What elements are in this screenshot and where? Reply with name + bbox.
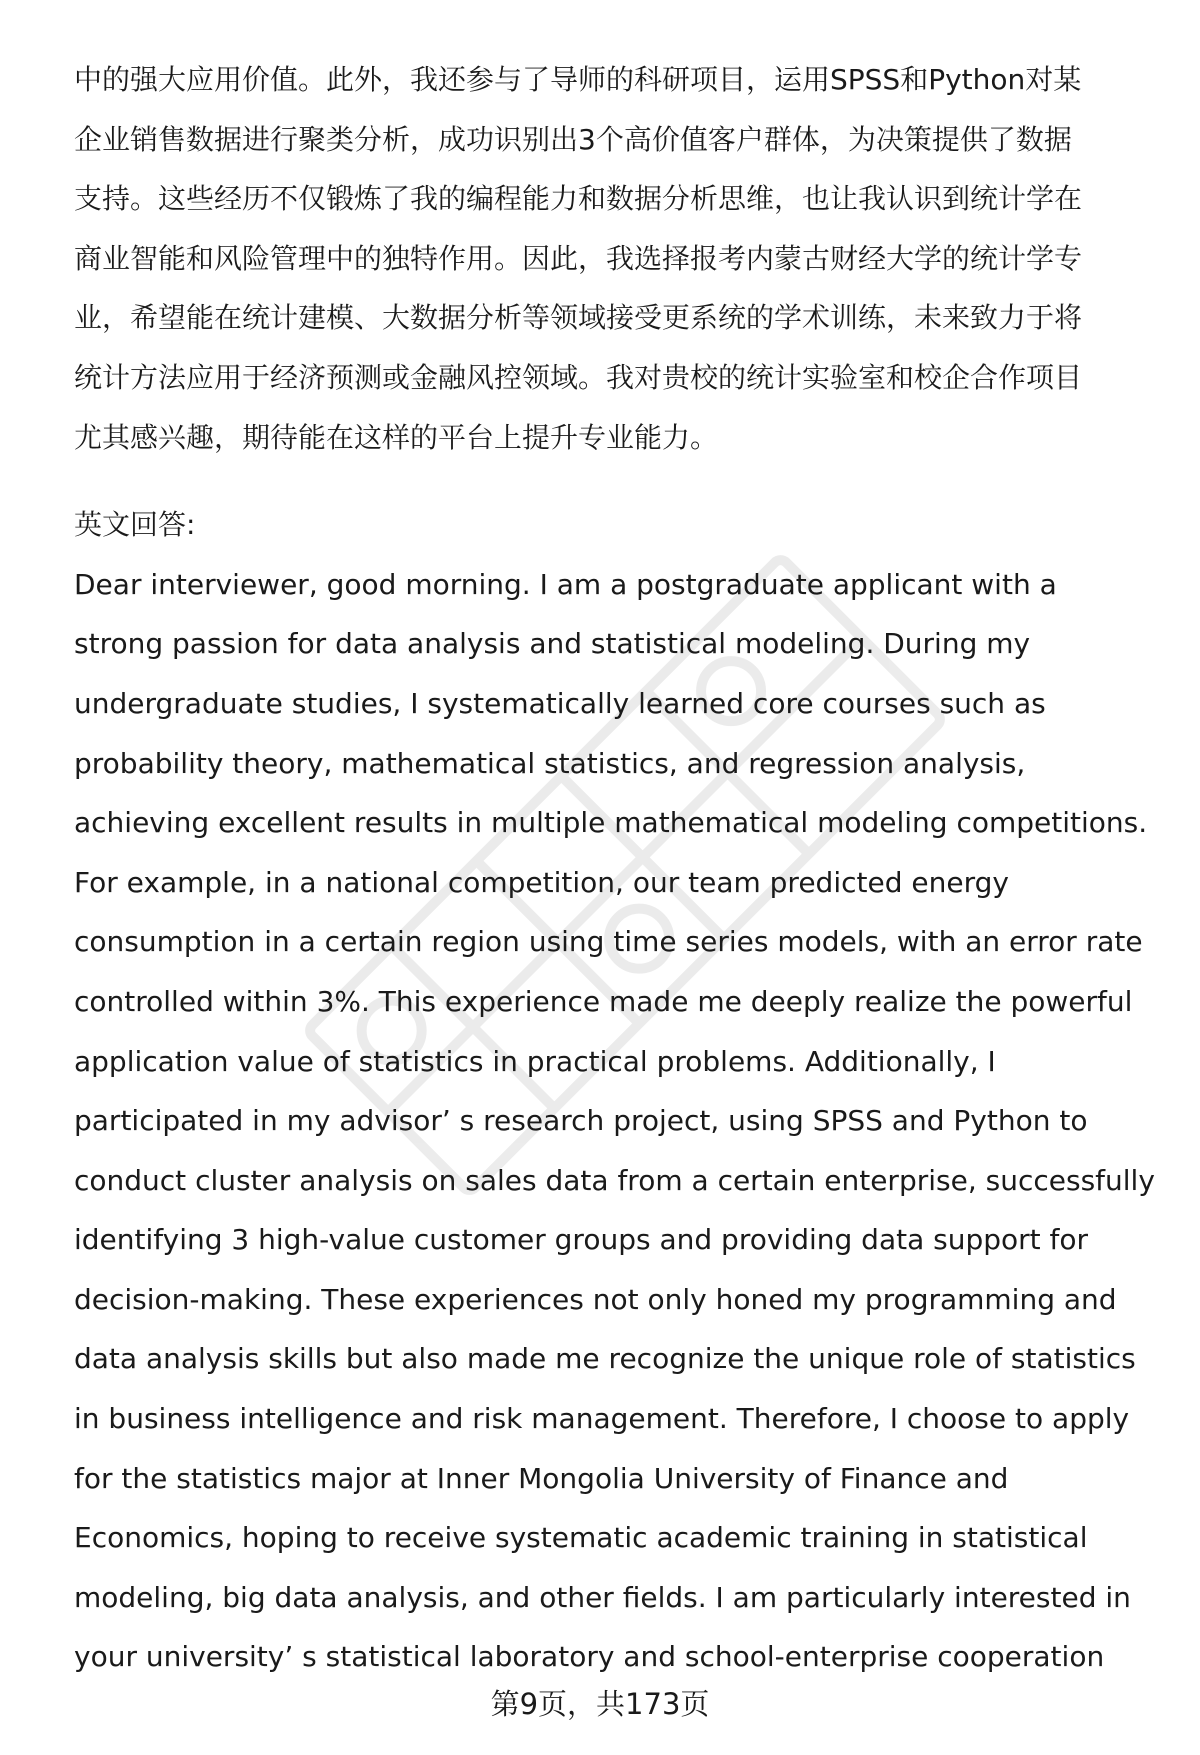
text-line: undergraduate studies, I systematically learned core courses such as (74, 686, 1046, 720)
text-line: Dear interviewer, good morning. I am a postgraduate applicant with a (74, 567, 1057, 601)
page-footer (0, 1684, 1200, 1724)
text-line: For example, in a national competition, our team predicted energy (74, 865, 1009, 899)
text-line: Economics, hoping to receive systematic academic training in statistical (74, 1521, 1088, 1555)
text-line: decision-making. These experiences not only honed my programming and (74, 1282, 1117, 1316)
chinese-answer-paragraph (74, 50, 1164, 467)
text-line: 中的强大应用价值。此外，我还参与了导师的科研项目，运用SPSS和Python对某 (74, 63, 1082, 96)
text-line: 尤其感兴趣，期待能在这样的平台上提升专业能力。 (74, 420, 719, 454)
text-line: probability theory, mathematical statistics, and regression analysis, (74, 746, 1026, 780)
text-line: 支持。这些经历不仅锻炼了我的编程能力和数据分析思维，也让我认识到统计学在 (74, 182, 1083, 216)
text-line: 业，希望能在统计建模、大数据分析等领域接受更系统的学术训练，未来致力于将 (74, 301, 1083, 335)
text-line: 企业销售数据进行聚类分析，成功识别出3个高价值客户群体，为决策提供了数据 (74, 122, 1072, 156)
text-line: 商业智能和风险管理中的独特作用。因此，我选择报考内蒙古财经大学的统计学专 (74, 241, 1083, 275)
text-line: your university’ s statistical laboratory and school-enterprise cooperation (74, 1640, 1105, 1674)
text-line: for the statistics major at Inner Mongolia University of Finance and (74, 1461, 1009, 1495)
text-line: identifying 3 high-value customer groups and providing data support for (74, 1223, 1089, 1257)
text-line: consumption in a certain region using time series models, with an error rate (74, 925, 1143, 959)
text-line: controlled within 3%. This experience made me deeply realize the powerful (74, 984, 1133, 1018)
text-line: in business intelligence and risk management. Therefore, I choose to apply (74, 1402, 1130, 1436)
english-answer-paragraph (74, 555, 1164, 1687)
english-answer-heading: 英文回答: (74, 508, 196, 542)
text-line: achieving excellent results in multiple mathematical modeling competitions. (74, 806, 1148, 840)
text-line: modeling, big data analysis, and other fields. I am particularly interested in (74, 1580, 1131, 1614)
text-line: participated in my advisor’ s research project, using SPSS and Python to (74, 1104, 1088, 1138)
text-line: strong passion for data analysis and statistical modeling. During my (74, 627, 1031, 661)
page-number-indicator: 第9页，共173页 (490, 1687, 710, 1721)
document-body (74, 50, 1164, 1687)
text-line: 统计方法应用于经济预测或金融风控领域。我对贵校的统计实验室和校企合作项目 (74, 360, 1083, 394)
text-line: data analysis skills but also made me recognize the unique role of statistics (74, 1342, 1136, 1376)
text-line: conduct cluster analysis on sales data from a certain enterprise, successfully (74, 1163, 1155, 1197)
text-line: application value of statistics in practical problems. Additionally, I (74, 1044, 996, 1078)
